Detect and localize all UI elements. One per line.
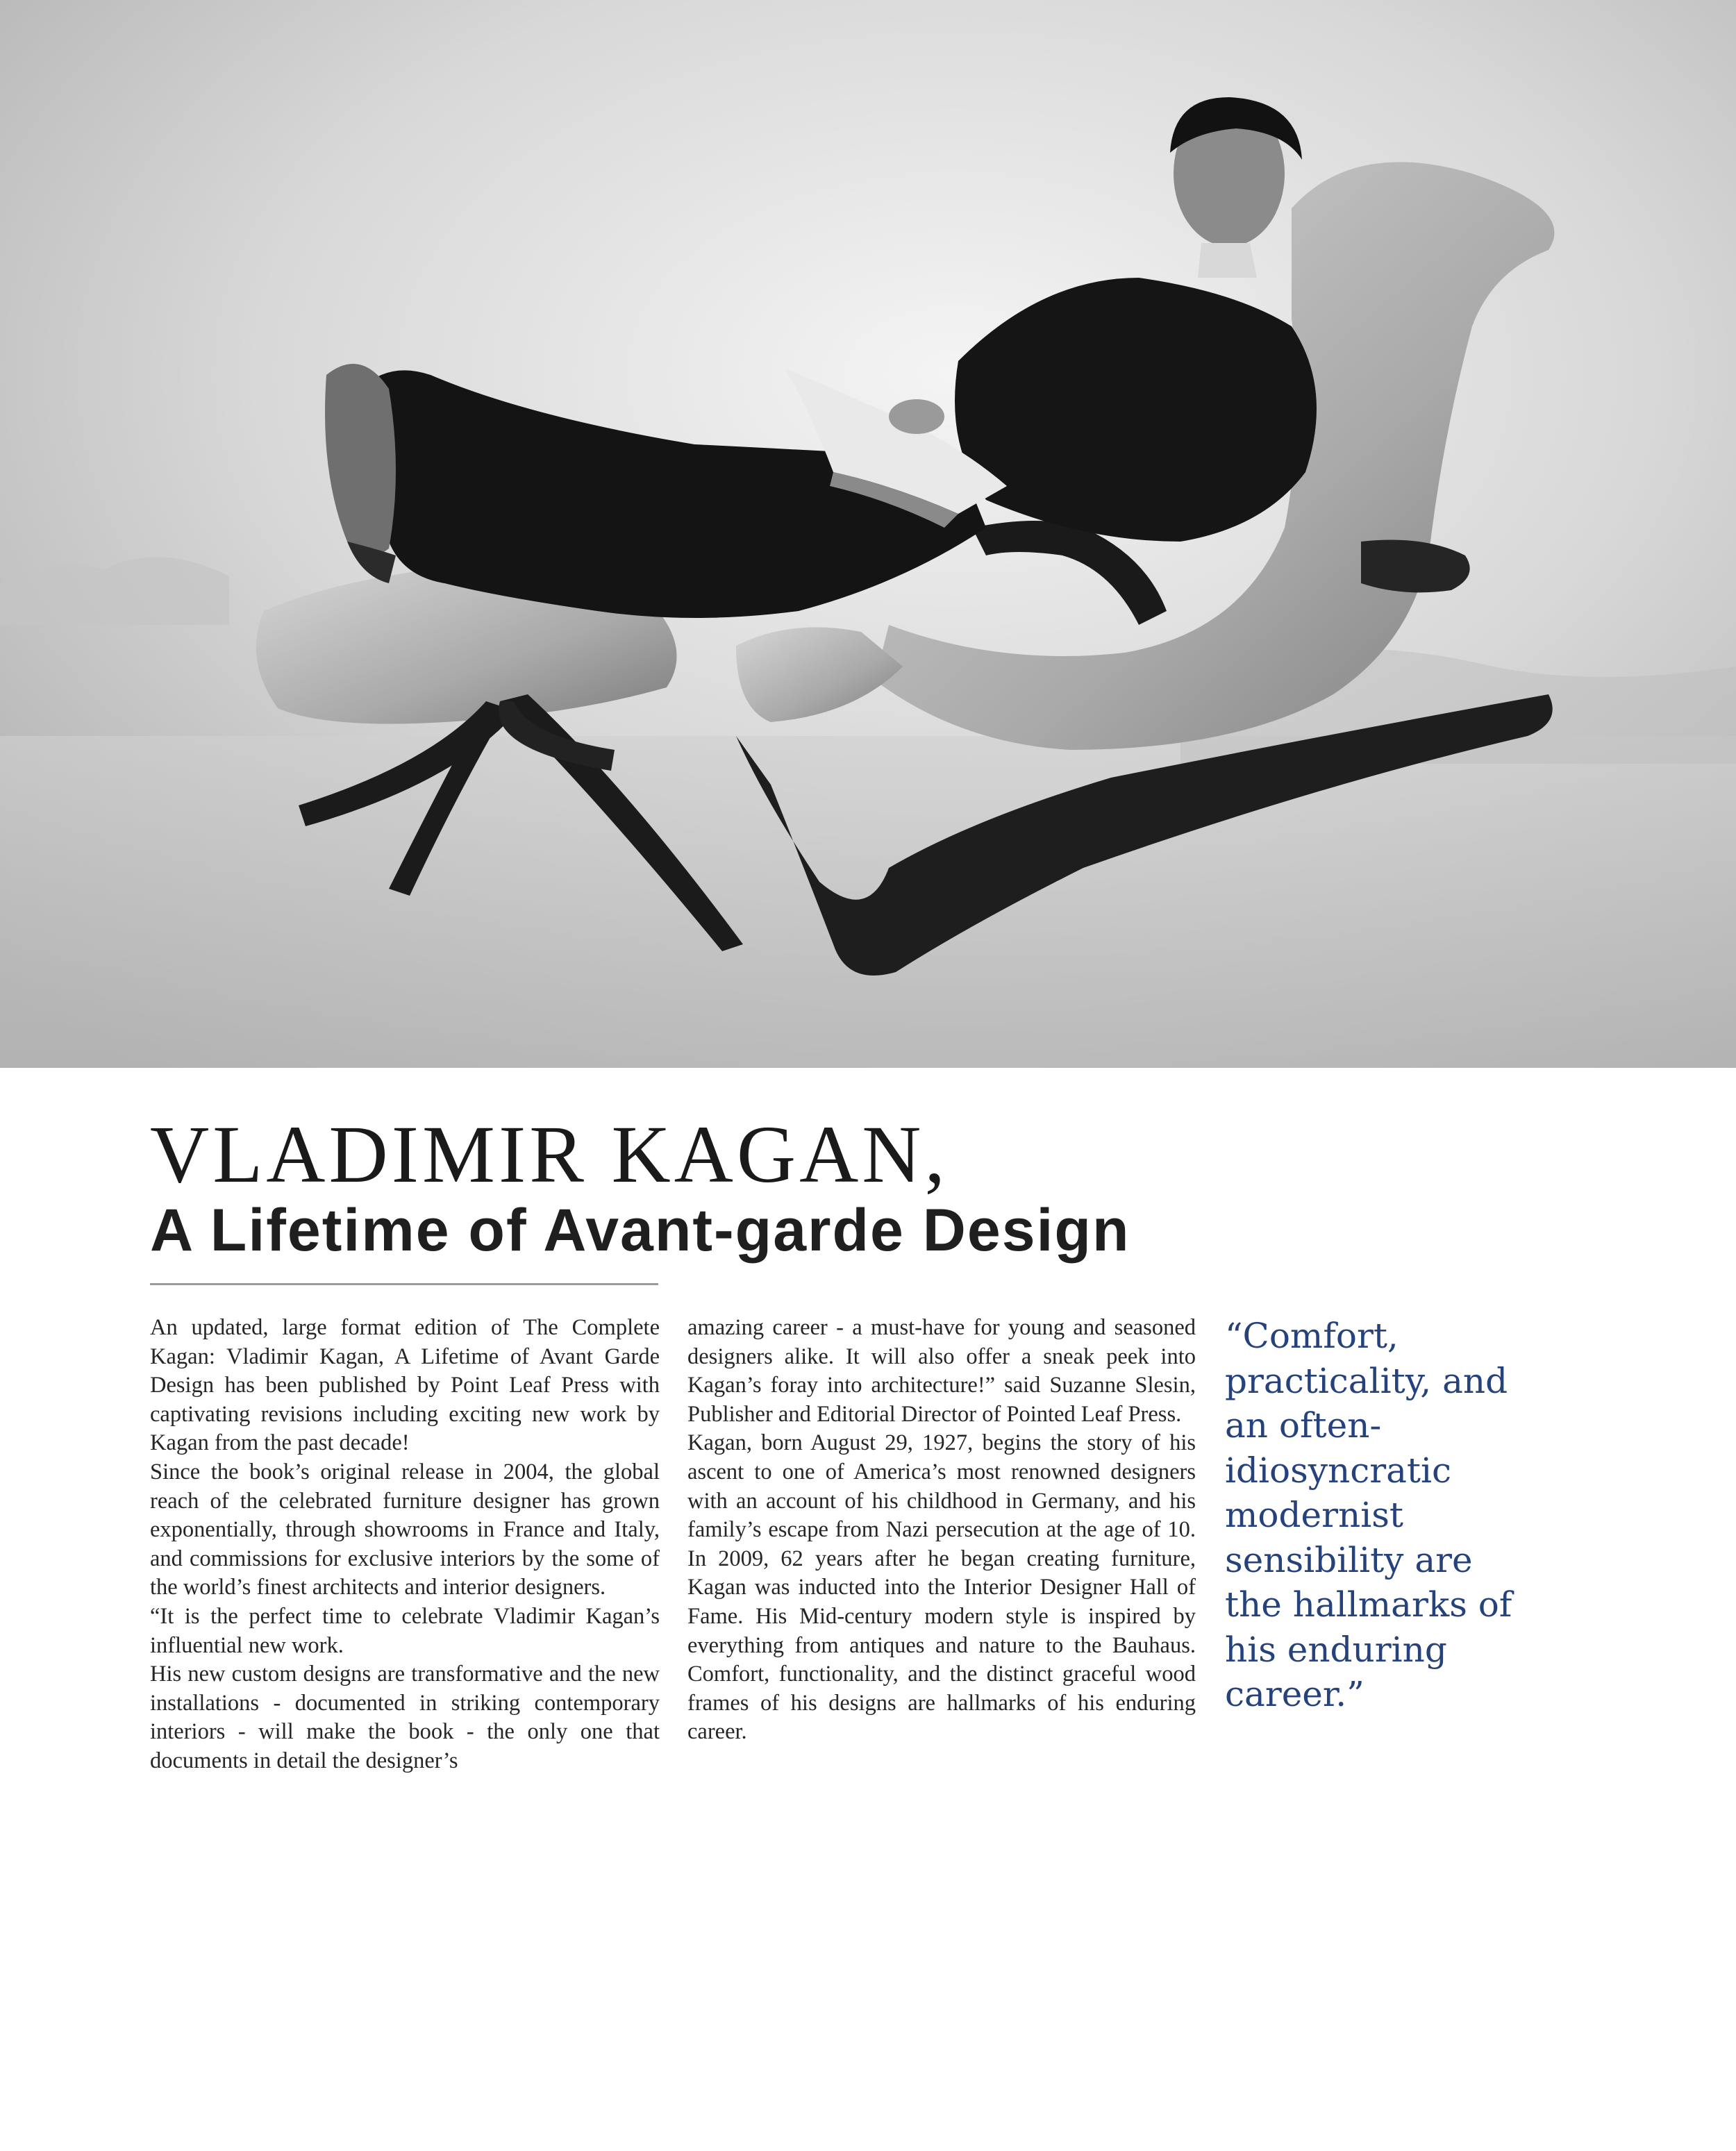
body-paragraph: An updated, large format edition of The Complete Kagan: Vladimir Kagan, A Lifetime of Avant Garde Design has been published by Point Leaf Press with captivating revisions including exciting new work by Kagan from the past decade! <box>150 1315 660 1456</box>
hero-photo <box>0 0 1736 1068</box>
hero-photo-illustration <box>0 0 1736 1068</box>
body-paragraph: amazing career - a must-have for young and seasoned designers alike. It will also offer a sneak peek into Kagan’s foray into architecture!” said Suzanne Slesin, Publisher and Editorial Director of Pointed Leaf Press. <box>687 1315 1196 1427</box>
body-paragraph: His new custom designs are transformative and the new installations - documented in striking contemporary interiors - will make the book - the only one that documents in detail the designer’s <box>150 1662 660 1773</box>
title-divider <box>150 1283 658 1285</box>
body-paragraph: Since the book’s original release in 2004, the global reach of the celebrated furniture designer has grown exponentially, through showrooms in France and Italy, and commissions for exclusive interiors by the some of the world’s finest architects and interior designers. <box>150 1459 660 1600</box>
body-column-2 <box>687 1314 1196 1747</box>
article-title: VLADIMIR KAGAN, <box>150 1109 949 1200</box>
body-paragraph: Kagan, born August 29, 1927, begins the story of his ascent to one of America’s most renowned designers with an account of his childhood in Germany, and his family’s escape from Nazi persecution at the age of 10. In 2009, 62 years after he began creating furniture, Kagan was inducted into the Interior Designer Hall of Fame. His Mid-century modern style is inspired by everything from antiques and nature to the Bauhaus. Comfort, functionality, and the distinct graceful wood frames of his designs are hallmarks of his enduring career. <box>687 1430 1196 1745</box>
body-paragraph: “It is the perfect time to celebrate Vladimir Kagan’s influential new work. <box>150 1603 660 1658</box>
body-column-1 <box>150 1314 660 1776</box>
pull-quote: “Comfort, practicality, and an often-idiosyncratic modernist sensibility are the hallmarks of his enduring career.” <box>1225 1316 1512 1714</box>
article-subtitle: A Lifetime of Avant-garde Design <box>150 1197 1130 1264</box>
